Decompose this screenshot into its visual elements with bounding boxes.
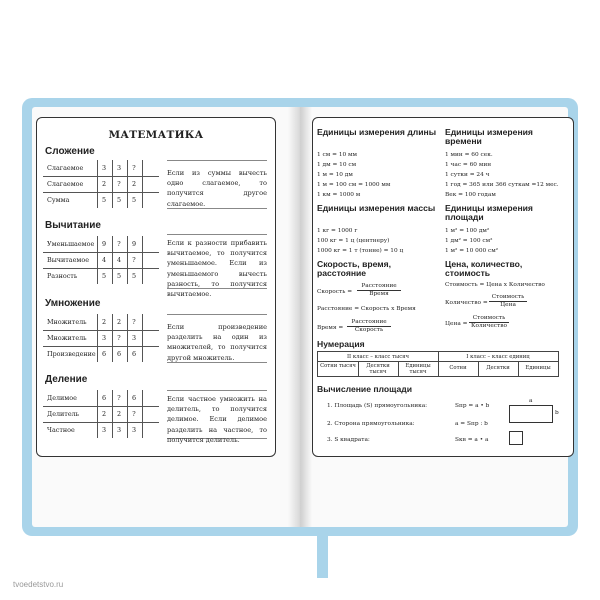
table-cell: 2: [101, 410, 107, 418]
numbering-column: Единицы: [525, 365, 551, 371]
unit-line: 1 год = 365 или 366 суткам =12 мес.: [445, 182, 559, 188]
numbering-column: Сотни: [449, 365, 467, 371]
table-cell: ?: [117, 180, 121, 188]
table-row-label: Слагаемое: [47, 180, 84, 188]
fraction-denominator: Количество: [471, 323, 507, 329]
table-cell: ?: [132, 256, 136, 264]
table-cell: 3: [116, 426, 122, 434]
class-units-header: I класс – класс единиц: [466, 354, 530, 360]
table-cell: 6: [101, 350, 107, 358]
heading-area-units: Единицы измерения площади: [445, 203, 533, 222]
section-heading-multiplication: Умножение: [45, 298, 101, 309]
table-cell: ?: [117, 240, 121, 248]
table-cell: 2: [116, 410, 122, 418]
fraction-numerator: Расстояние: [357, 283, 401, 291]
numbering-column: Сотни тысяч: [320, 363, 356, 369]
numbering-column: Десятки: [486, 365, 510, 371]
table-cell: 5: [116, 196, 122, 204]
table-cell: 6: [131, 350, 137, 358]
unit-line: 1 м = 10 дм: [317, 172, 353, 178]
table-cell: 9: [101, 240, 107, 248]
rule-text-multiplication: Если произведение разделить на один из множителей, то получится другой множитель.: [167, 323, 267, 362]
section-heading-subtraction: Вычитание: [45, 220, 101, 231]
table-row-label: Сумма: [47, 196, 70, 204]
unit-line: 1 дм = 10 см: [317, 162, 357, 168]
heading-mass-units: Единицы измерения массы: [317, 203, 436, 213]
fraction-speed: [357, 283, 401, 298]
table-cell: 3: [101, 334, 107, 342]
table-cell: 5: [101, 196, 107, 204]
table-cell: ?: [117, 334, 121, 342]
heading-length-units: Единицы измерения длины: [317, 127, 437, 137]
table-cell: 2: [101, 318, 107, 326]
heading-numbering: Нумерация: [317, 339, 365, 349]
heading-time-units: Единицы измерения времени: [445, 127, 533, 146]
area-rule-label: 2. Сторона прямоугольника:: [327, 421, 415, 427]
table-row-label: Делитель: [47, 410, 80, 418]
formula-label: Количество =: [445, 300, 488, 306]
table-row-label: Разность: [47, 272, 78, 280]
area-rule-label: 1. Площадь (S) прямоугольника:: [327, 403, 428, 409]
table-row-label: Делимое: [47, 394, 77, 402]
numbering-column: Единицы тысяч: [405, 363, 431, 375]
table-cell: 4: [101, 256, 107, 264]
formula-cost: Стоимость = Цена x Количество: [445, 282, 545, 288]
unit-line: 1 час = 60 мин: [445, 162, 492, 168]
fraction-numerator: Стоимость: [469, 315, 509, 323]
table-cell: 9: [131, 240, 137, 248]
fraction-denominator: Скорость: [354, 327, 384, 333]
rectangle-side-label: a: [529, 398, 533, 404]
table-cell: ?: [132, 410, 136, 418]
unit-line: 1 см = 10 мм: [317, 152, 358, 158]
unit-line: 1 м² = 10 000 см²: [445, 248, 499, 254]
table-cell: 6: [116, 350, 122, 358]
bookmark-ribbon: [317, 520, 328, 578]
fraction-numerator: Стоимость: [489, 294, 527, 302]
table-cell: 4: [116, 256, 122, 264]
square-diagram: [509, 431, 523, 445]
page-title: МАТЕМАТИКА: [108, 129, 204, 141]
formula-distance: Расстояние = Скорость x Время: [317, 306, 416, 312]
formula-label: Время =: [317, 325, 344, 331]
table-cell: 6: [131, 394, 137, 402]
table-cell: 5: [101, 272, 107, 280]
formula-label: Цена =: [445, 321, 468, 327]
table-cell: 6: [101, 394, 107, 402]
table-cell: 5: [116, 272, 122, 280]
numbering-column: Десятки тысяч: [366, 363, 390, 375]
formula-label: Скорость =: [317, 289, 353, 295]
table-cell: 3: [116, 164, 122, 172]
table-cell: 2: [116, 318, 122, 326]
table-row-label: Множитель: [47, 334, 87, 342]
fraction-price: [469, 315, 509, 330]
fraction-quantity: [489, 294, 527, 309]
rule-text-addition: Если из суммы вычесть одно слагаемое, то получится другое слагаемое.: [167, 169, 267, 208]
area-rule-label: 3. S квадрата:: [327, 437, 370, 443]
rule-text-subtraction: Если к разности прибавить вычитаемое, то получится уменьшаемое. Если из уменьшаемого вычесть разность, то получится вычитаемое.: [167, 239, 267, 299]
table-cell: 3: [131, 334, 137, 342]
table-cell: ?: [132, 318, 136, 326]
unit-line: 100 кг = 1 ц (центнеру): [317, 238, 390, 244]
watermark: tvoedetstvo.ru: [13, 580, 64, 589]
table-cell: ?: [117, 394, 121, 402]
area-formula: a = Sпр : b: [455, 421, 488, 427]
table-row-label: Слагаемое: [47, 164, 84, 172]
unit-line: 1 дм² = 100 см²: [445, 238, 493, 244]
class-thousands-header: II класс – класс тысяч: [346, 354, 410, 360]
section-heading-addition: Сложение: [45, 146, 95, 157]
unit-line: Век = 100 годам: [445, 192, 496, 198]
table-row-label: Вычитаемое: [47, 256, 89, 264]
table-row-label: Произведение: [47, 350, 96, 358]
unit-line: 1 км = 1000 м: [317, 192, 361, 198]
area-formula: Sпр = a • b: [455, 403, 490, 409]
fraction-denominator: Время: [369, 291, 389, 297]
table-cell: 3: [101, 164, 107, 172]
unit-line: 1 м² = 100 дм²: [445, 228, 490, 234]
table-cell: 5: [131, 272, 137, 280]
unit-line: 1 сутки = 24 ч: [445, 172, 490, 178]
left-page: [36, 117, 276, 457]
numbering-table: [317, 351, 559, 377]
unit-line: 1 мин = 60 сек.: [445, 152, 493, 158]
table-row-label: Частное: [47, 426, 75, 434]
table-row-label: Уменьшаемое: [47, 240, 95, 248]
fraction-numerator: Расстояние: [347, 319, 391, 327]
table-cell: 2: [131, 180, 137, 188]
right-page: [312, 117, 574, 457]
rectangle-side-label: b: [555, 410, 559, 416]
table-cell: ?: [132, 164, 136, 172]
fraction-denominator: Цена: [500, 302, 516, 308]
unit-line: 1000 кг = 1 т (тонне) = 10 ц: [317, 248, 404, 254]
table-cell: 5: [131, 196, 137, 204]
rectangle-diagram: [509, 405, 553, 423]
area-formula: Sкв = a • a: [455, 437, 489, 443]
table-row-label: Множитель: [47, 318, 87, 326]
heading-area-calculation: Вычисление площади: [317, 384, 413, 394]
heading-speed-time-distance: Скорость, время, расстояние: [317, 259, 392, 278]
table-cell: 3: [101, 426, 107, 434]
unit-line: 1 м = 100 см = 1000 мм: [317, 182, 391, 188]
rule-text-division: Если частное умножить на делитель, то получится делимое. Если делимое разделить на частное, то получится делитель.: [167, 395, 267, 444]
page-gutter: [288, 107, 312, 527]
heading-price-quantity-cost: Цена, количество, стоимость: [445, 259, 523, 278]
section-heading-division: Деление: [45, 374, 88, 385]
fraction-time: [347, 319, 391, 334]
table-cell: 3: [131, 426, 137, 434]
table-cell: 2: [101, 180, 107, 188]
unit-line: 1 кг = 1000 г: [317, 228, 358, 234]
